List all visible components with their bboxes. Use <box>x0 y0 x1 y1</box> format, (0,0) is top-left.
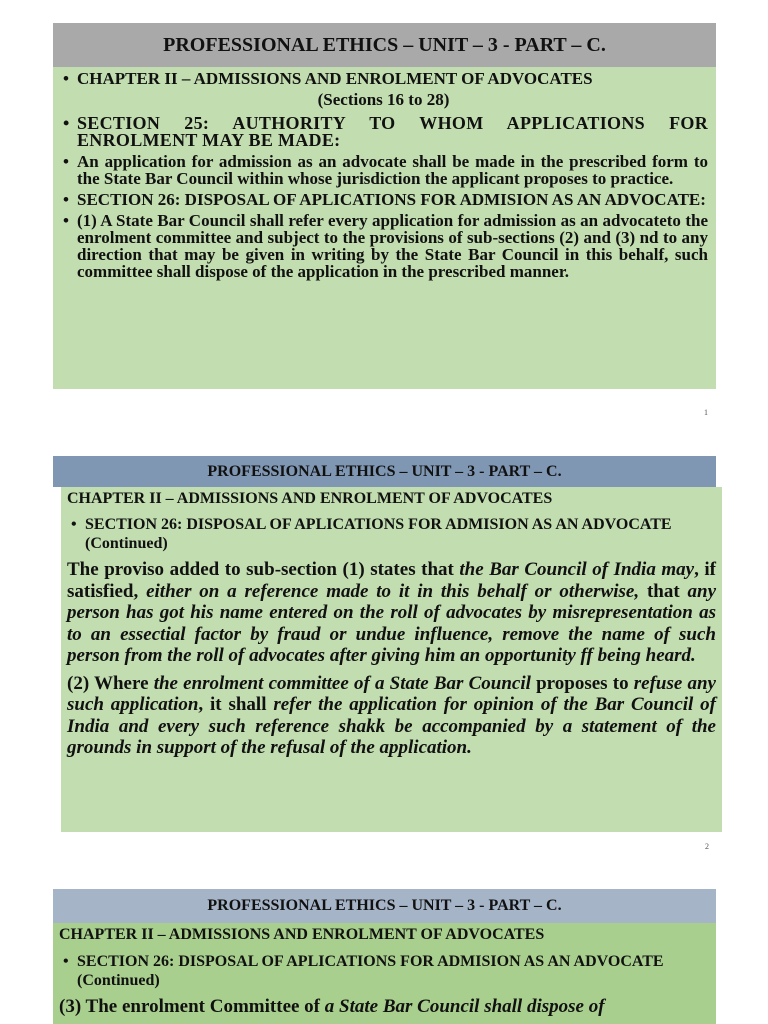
subsection-2-paragraph: (2) Where the enrolment committee of a State Bar Council proposes to refuse any such application, it shall refer the application for opinion of the Bar Council of India and every such reference shakk be accompanied by a statement of the grounds in support of the refusal of the application. <box>67 672 716 758</box>
section-26-heading: • SECTION 26: DISPOSAL OF APLICATIONS FOR ADMISION AS AN ADVOCATE: <box>59 191 708 208</box>
chapter-heading: CHAPTER II – ADMISSIONS AND ENROLMENT OF ADVOCATES <box>59 926 545 943</box>
slide-2-content <box>61 487 722 832</box>
section-26-continued-heading: • SECTION 26: DISPOSAL OF APLICATIONS FOR ADMISION AS AN ADVOCATE (Continued) <box>59 952 710 990</box>
subsection-3-paragraph: (3) The enrolment Committee of a State Bar Council shall dispose of <box>59 996 605 1017</box>
slide-1-content <box>53 67 716 389</box>
slide-3-header: PROFESSIONAL ETHICS – UNIT – 3 - PART – C. <box>53 889 716 923</box>
section-25-paragraph: • An application for admission as an advocate shall be made in the prescribed form to the State Bar Council within whose jurisdiction the applicant proposes to practice. <box>59 153 708 187</box>
page-number: 2 <box>705 842 709 851</box>
proviso-paragraph: The proviso added to sub-section (1) states that the Bar Council of India may, if satisfied, either on a reference made to it in this behalf or otherwise, that any person has got his name entered on the roll of advocates by misrepresentation as to an essectial factor by fraud or undue influence, remove the name of such person from the roll of advocates after giving him an opportunity ff being heard. <box>67 559 717 666</box>
section-25-heading: • SECTION 25: AUTHORITY TO WHOM APPLICATIONS FOR ENROLMENT MAY BE MADE: <box>59 115 708 149</box>
section-26-paragraph: • (1) A State Bar Council shall refer every application for admission as an advocateto the enrolment committee and subject to the provisions of sub-sections (2) and (3) nd to any direction that may be given in writing by the State Bar Council in this behalf, such committee shall dispose of the application in the prescribed manner. <box>59 212 708 280</box>
page-number: 1 <box>704 408 708 417</box>
chapter-heading: • CHAPTER II – ADMISSIONS AND ENROLMENT OF ADVOCATES <box>59 69 708 89</box>
slide-2-header: PROFESSIONAL ETHICS – UNIT – 3 - PART – C. <box>53 456 716 487</box>
sections-range: (Sections 16 to 28) <box>317 90 450 109</box>
section-26-continued-heading: • SECTION 26: DISPOSAL OF APLICATIONS FOR ADMISION AS AN ADVOCATE (Continued) <box>67 515 716 553</box>
slide-1-header: PROFESSIONAL ETHICS – UNIT – 3 - PART – C. <box>53 23 716 67</box>
slide-3-content <box>53 923 716 1024</box>
chapter-heading: CHAPTER II – ADMISSIONS AND ENROLMENT OF ADVOCATES <box>67 490 553 507</box>
